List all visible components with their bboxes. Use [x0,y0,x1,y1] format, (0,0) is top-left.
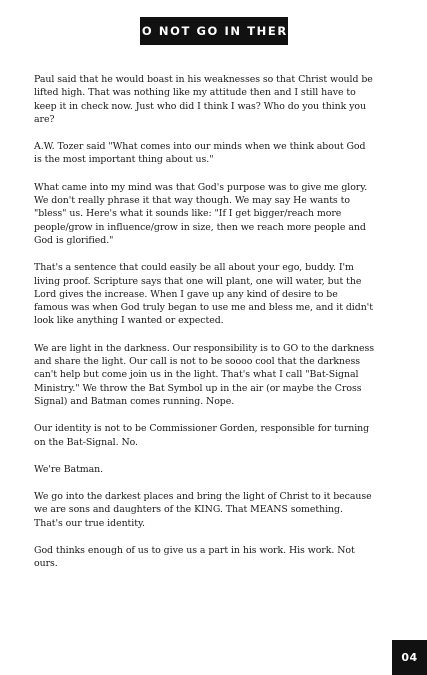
chapter-title-badge [130,17,298,45]
paragraph-commissioner: Our identity is not to be Commissioner Gorden, responsible for turning on the Bat-Signal. No. [34,423,370,448]
paragraph-batman: We're Batman. [34,463,104,475]
chapter-title: DO NOT GO IN THERE [130,24,298,38]
page-number: 04 [401,651,418,664]
page-number-badge [392,640,427,675]
paragraph-gods-purpose: What came into my mind was that God's purpose was to give me glory. We don't really phrase it that way though. We may say He wants to "bless" us. Here's what it sounds like: "If I get bigger/reach more people/grow in influence/grow in size, then we reach more people and God is glorified." [34,181,368,246]
paragraph-tozer-quote: A.W. Tozer said "What comes into our minds when we think about God is the most important thing about us." [34,141,366,166]
paragraph-ego: That's a sentence that could easily be all about your ego, buddy. I'm living proof. Scripture says that one will plant, one will water, but the Lord gives the increase. When I gave up any kind of desire to be famous was when God truly began to use me and bless me, and it didn't look like anything I wanted or expected. [34,262,373,327]
paragraph-paul-boast: Paul said that he would boast in his weaknesses so that Christ would be lifted high. That was nothing like my attitude then and I still have to keep it in check now. Just who did I think I was? Who do you think you are? [34,74,373,125]
body-text [34,73,374,585]
paragraph-darkest-places: We go into the darkest places and bring the light of Christ to it because we are sons and daughters of the KING. That MEANS something. That's our true identity. [34,491,372,529]
paragraph-his-work: God thinks enough of us to give us a part in his work. His work. Not ours. [34,545,355,570]
paragraph-light-in-darkness: We are light in the darkness. Our responsibility is to GO to the darkness and share the light. Our call is not to be soooo cool that the darkness can't help but come join us in the light. That's what I call "Bat-Signal Ministry." We throw the Bat Symbol up in the air (or maybe the Cross Signal) and Batman comes running. Nope. [34,342,374,407]
